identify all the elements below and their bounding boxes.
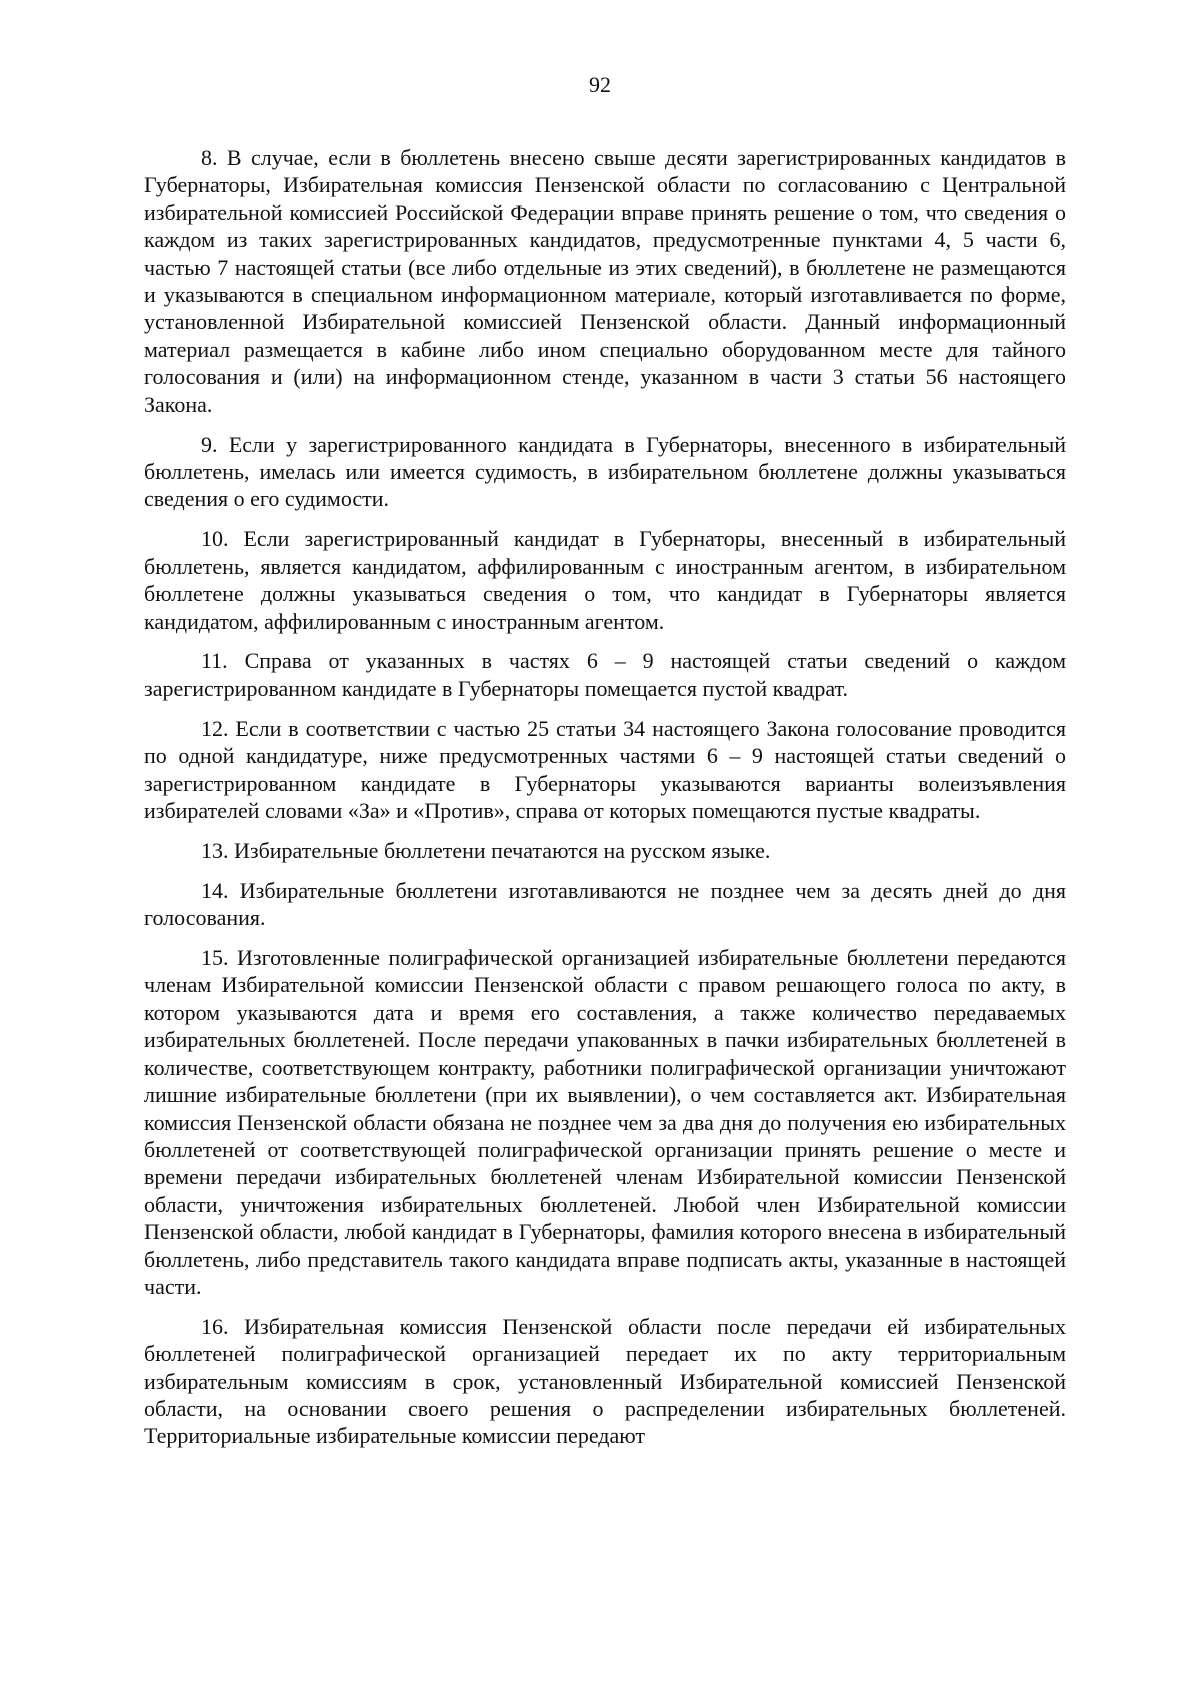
document-body bbox=[144, 144, 1066, 1462]
paragraph-14: 14. Избирательные бюллетени изготавливаются не позднее чем за десять дней до дня голосования. bbox=[144, 877, 1066, 931]
paragraph-8: 8. В случае, если в бюллетень внесено свыше десяти зарегистрированных кандидатов в Губернаторы, Избирательная комиссия Пензенской области по согласованию с Центральной избирательной комиссией Российской Федерации вправе принять решение о том, что сведения о каждом из таких зарегистрированных кандидатов, предусмотренные пунктами 4, 5 части 6, частью 7 настоящей статьи (все либо отдельные из этих сведений), в бюллетене не размещаются и указываются в специальном информационном материале, который изготавливается по форме, установленной Избирательной комиссией Пензенской области. Данный информационный материал размещается в кабине либо ином специально оборудованном месте для тайного голосования и (или) на информационном стенде, указанном в части 3 статьи 56 настоящего Закона. bbox=[144, 145, 1066, 417]
paragraph-10: 10. Если зарегистрированный кандидат в Губернаторы, внесенный в избирательный бюллетень, является кандидатом, аффилированным с иностранным агентом, в избирательном бюллетене должны указываться сведения о том, что кандидат в Губернаторы является кандидатом, аффилированным с иностранным агентом. bbox=[144, 526, 1066, 634]
paragraph-12: 12. Если в соответствии с частью 25 статьи 34 настоящего Закона голосование проводится по одной кандидатуре, ниже предусмотренных частями 6 – 9 настоящей статьи сведений о зарегистрированном кандидате в Губернаторы указываются варианты волеизъявления избирателей словами «За» и «Против», справа от которых помещаются пустые квадраты. bbox=[144, 715, 1066, 823]
paragraph-13: 13. Избирательные бюллетени печатаются на русском языке. bbox=[201, 837, 771, 863]
paragraph-16: 16. Избирательная комиссия Пензенской области после передачи ей избирательных бюллетеней полиграфической организацией передает их по акту территориальным избирательным комиссиям в срок, установленный Избирательной комиссией Пензенской области, на основании своего решения о распределении избирательных бюллетеней. Территориальные избирательные комиссии передают bbox=[144, 1313, 1066, 1449]
paragraph-15: 15. Изготовленные полиграфической организацией избирательные бюллетени передаются членам Избирательной комиссии Пензенской области с правом решающего голоса по акту, в котором указываются дата и время его составления, а также количество передаваемых избирательных бюллетеней. После передачи упакованных в пачки избирательных бюллетеней в количестве, соответствующем контракту, работники полиграфической организации уничтожают лишние избирательные бюллетени (при их выявлении), о чем составляется акт. Избирательная комиссия Пензенской области обязана не позднее чем за два дня до получения ею избирательных бюллетеней от соответствующей полиграфической организации принять решение о месте и времени передачи избирательных бюллетеней членам Избирательной комиссии Пензенской области, уничтожения избирательных бюллетеней. Любой член Избирательной комиссии Пензенской области, любой кандидат в Губернаторы, фамилия которого внесена в избирательный бюллетень, либо представитель такого кандидата вправе подписать акты, указанные в настоящей части. bbox=[144, 945, 1066, 1299]
paragraph-11: 11. Справа от указанных в частях 6 – 9 настоящей статьи сведений о каждом зарегистрированном кандидате в Губернаторы помещается пустой квадрат. bbox=[144, 648, 1066, 701]
page-number: 92 bbox=[589, 72, 611, 97]
paragraph-9: 9. Если у зарегистрированного кандидата в Губернаторы, внесенного в избирательный бюллетень, имелась или имеется судимость, в избирательном бюллетене должны указываться сведения о его судимости. bbox=[144, 431, 1066, 512]
